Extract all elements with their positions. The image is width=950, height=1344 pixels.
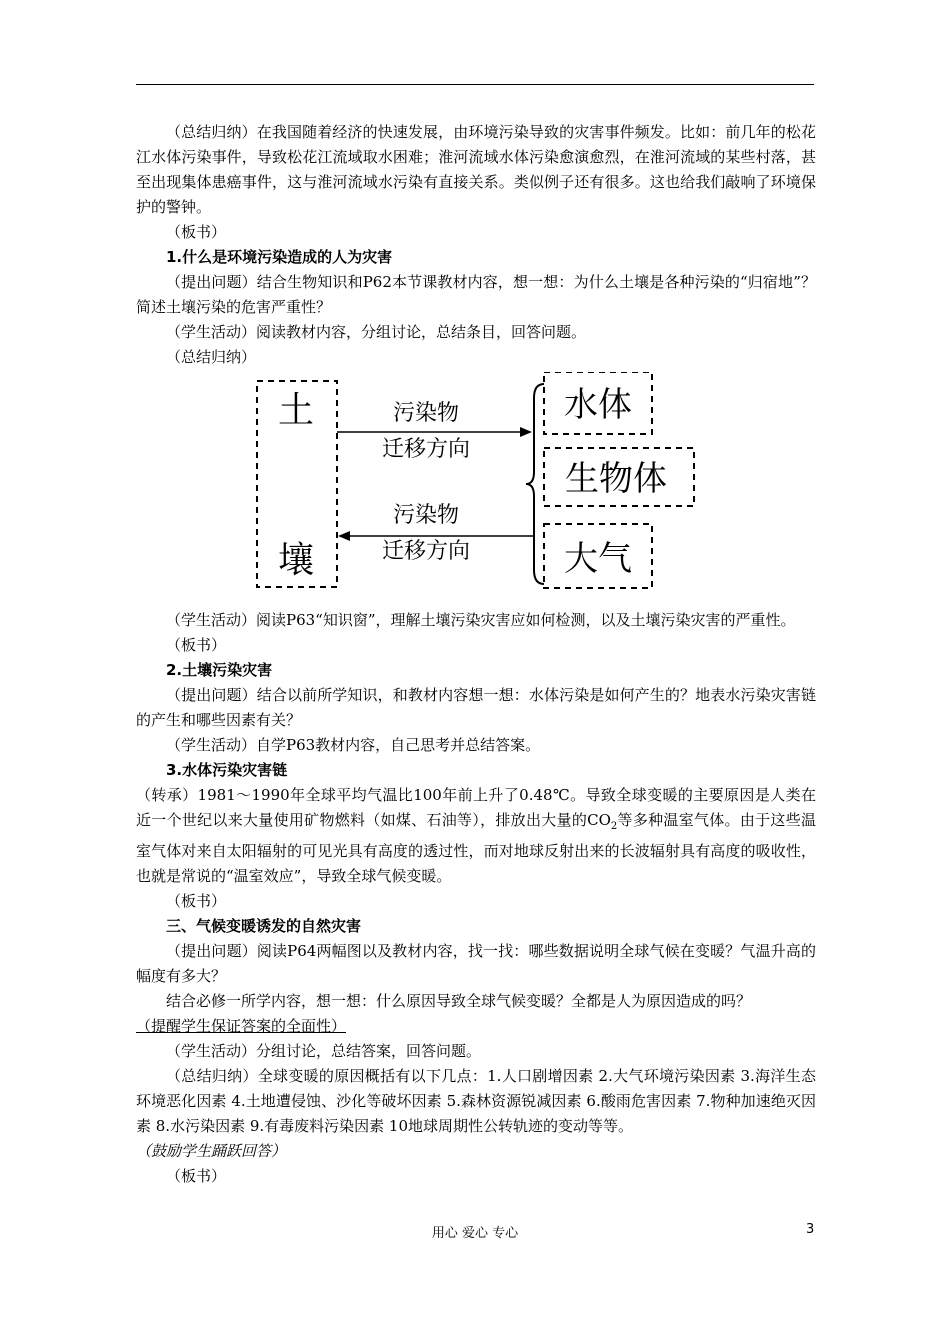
page-number: 3 [806,1222,815,1237]
arrow-top-line1: 污染物 [392,401,460,426]
footer-motto: 用心 爱心 专心 [431,1226,519,1241]
soil-bottom-label: 壤 [277,540,315,581]
co2-subscript: 2 [610,821,618,832]
paragraph-think: 结合必修一所学内容，想一想：什么原因导致全球气候变暖？全都是人为原因造成的吗？ [166,992,752,1010]
paragraph-causes: （总结归纳）全球变暖的原因概括有以下几点：1.人口剧增因素 2.大气环境污染因素 3.海洋生态环境恶化因素 4.土地遭侵蚀、沙化等破坏因素 5.森林资源锐减因素 6.酸雨危害因素 7.物种加速绝灭因素 8.水污染因素 9.有毒废料污染因素 10地球周期性公转轨迹的变动等等。 [136,1067,816,1135]
soil-pollution-diagram [136,372,816,600]
paragraph-water-question: （提出问题）结合以前所学知识，和教材内容想一想：水体污染是如何产生的？地表水污染灾害链的产生和哪些因素有关？ [136,686,816,729]
soil-top-label: 土 [277,390,315,431]
arrow-top-head [520,427,532,437]
paragraph-summary: （总结归纳）在我国随着经济的快速发展，由环境污染导致的灾害事件频发。比如：前几年的松花江水体污染事件，导致松花江流域取水困难；淮河流域水体污染愈演愈烈，在淮河流域的某些村落，甚至出现集体患癌事件，这与淮河流域水污染有直接关系。类似例子还有很多。这也给我们敲响了环境保护的警钟。 [136,123,816,216]
paragraph-student-activity: （学生活动）阅读教材内容，分组讨论，总结条目，回答问题。 [166,323,587,341]
paragraph-knowledge-window: （学生活动）阅读P63“知识窗”，理解土壤污染灾害应如何检测，以及土壤污染灾害的严重性。 [166,611,796,629]
water-label: 水体 [564,385,632,425]
paragraph-transition [136,783,816,889]
arrow-bottom-line2: 迁移方向 [381,539,471,564]
paragraph-board-note: （板书） [166,223,227,241]
arrow-top-line2: 迁移方向 [381,437,471,462]
page-body [136,120,816,1189]
transition-text-pre: （转承）1981～1990年全球平均气温比100年前上升了0.48℃。导致全球变暖的主要原因是人类在近一个世纪以来大量使用矿物燃料（如煤、石油等），排放出大量的CO [136,786,816,829]
transition-text-post: 等多种温室气体。由于这些温室气体对来自太阳辐射的可见光具有高度的透过性，而对地球反射出来的长波辐射具有高度的吸收性，也就是常说的“温室效应”，导致全球气候变暖。 [136,811,816,885]
paragraph-encourage: （鼓励学生踊跃回答） [136,1142,287,1160]
paragraph-summary-label: （总结归纳） [166,348,257,366]
paragraph-question: （提出问题）结合生物知识和P62本节课教材内容，想一想：为什么土壤是各种污染的“归宿地”？简述土壤污染的危害严重性？ [136,273,816,316]
paragraph-group-discussion: （学生活动）分组讨论，总结答案，回答问题。 [166,1042,482,1060]
paragraph-reminder: （提醒学生保证答案的全面性） [136,1017,347,1035]
heading-climate-warming: 三、气候变暖诱发的自然灾害 [166,917,362,935]
paragraph-self-study: （学生活动）自学P63教材内容，自己思考并总结答案。 [166,736,541,754]
paragraph-board-note-3: （板书） [166,892,227,910]
header-rule [136,84,814,85]
heading-soil-pollution: 2.土壤污染灾害 [166,661,273,679]
heading-water-chain: 3.水体污染灾害链 [166,761,288,779]
grouping-brace [526,384,544,584]
paragraph-board-note-2: （板书） [166,636,227,654]
heading-human-disaster: 1.什么是环境污染造成的人为灾害 [166,248,393,266]
arrow-bottom-head [338,531,350,541]
bio-label: 生物体 [565,459,667,499]
air-label: 大气 [564,539,632,579]
arrow-bottom-line1: 污染物 [392,503,460,528]
paragraph-board-note-4: （板书） [166,1167,227,1185]
paragraph-climate-question: （提出问题）阅读P64两幅图以及教材内容，找一找：哪些数据说明全球气候在变暖？气温升高的幅度有多大？ [136,942,816,985]
